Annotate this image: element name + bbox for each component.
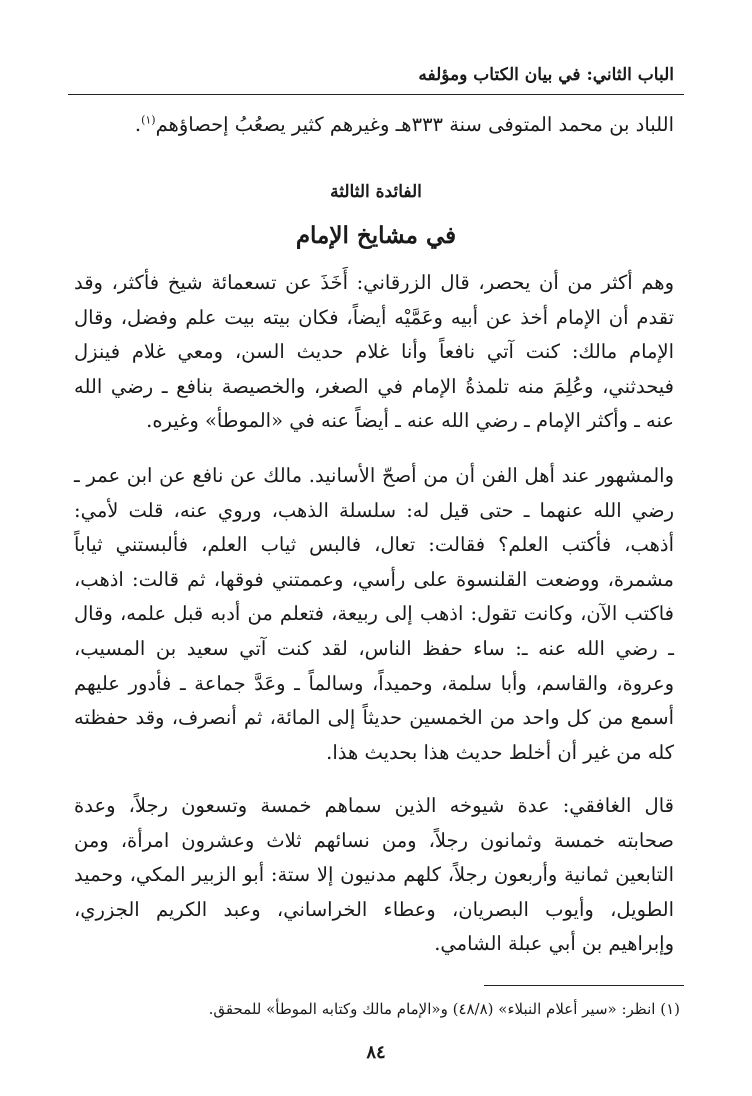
footnote-rule: [484, 985, 684, 986]
paragraph-end: .: [134, 113, 142, 136]
paragraph-continuation: [74, 108, 674, 143]
header-rule: [68, 94, 684, 95]
footnote-reference: (١): [141, 113, 156, 127]
running-header: الباب الثاني: في بيان الكتاب ومؤلفه: [418, 65, 674, 85]
paragraph: قال الغافقي: عدة شيوخه الذين سماهم خمسة وتسعون رجلاً، وعدة صحابته خمسة وثمانون رجلاً، ومن نسائهم ثلاث وعشرون امرأة، ومن التابعين ثمانية وأربعون رجلاً، كلهم مدنيون إلا ستة: أبو الزبير المكي، وحميد الطويل، وأيوب البصريان، وعطاء الخراساني، وعبد الكريم الجزري، وإبراهيم بن أبي عبلة الشامي.: [74, 794, 674, 956]
paragraph: وهم أكثر من أن يحصر، قال الزرقاني: أَخَذَ عن تسعمائة شيخ فأكثر، وقد تقدم أن الإمام أخذ عن أبيه وعَمَّيْه أيضاً، فكان بيته بيت علم وفضل، وقال الإمام مالك: كنت آتي نافعاً وأنا غلام حديث السن، ومعي غلام فينزل فيحدثني، وعُلِمَ منه تلمذةُ الإمام في الصغر، والخصيصة بنافع ـ رضي الله عنه ـ وأكثر الإمام ـ رضي الله عنه ـ أيضاً عنه في «الموطأ» وغيره.: [74, 271, 674, 433]
section-label: الفائدة الثالثة: [330, 182, 422, 202]
paragraph: والمشهور عند أهل الفن أن من أصحّ الأسانيد. مالك عن نافع عن ابن عمر ـ رضي الله عنهما ـ حتى قيل له: سلسلة الذهب، وروي عنه، قلت لأمي: أذهب، فأكتب العلم؟ فقالت: تعال، فالبس ثياب العلم، فألبستني ثياباً مشمرة، ووضعت القلنسوة على رأسي، وعممتني فوقها، ثم قالت: اذهب، فاكتب الآن، وكانت تقول: اذهب إلى ربيعة، فتعلم من أدبه قبل علمه، وقال ـ رضي الله عنه ـ: ساء حفظ الناس، لقد كنت آتي سعيد بن المسيب، وعروة، والقاسم، وأبا سلمة، وحميداً، وسالماً ـ وعَدَّ جماعة ـ فأدور عليهم أسمع من كل واحد من الخمسين حديثاً إلى المائة، ثم أنصرف، وقد حفظته كله من غير أن أخلط حديث هذا بحديث هذا.: [74, 464, 674, 764]
paragraph-text: اللباد بن محمد المتوفى سنة ٣٣٣هـ وغيرهم كثير يصعُبُ إحصاؤهم: [155, 113, 674, 136]
section-title: في مشايخ الإمام: [295, 222, 457, 249]
footnote: (١) انظر: «سير أعلام النبلاء» (٤٨/٨) و«الإمام مالك وكتابه الموطأ» للمحقق.: [208, 1000, 680, 1018]
page-number: ٨٤: [366, 1042, 386, 1063]
